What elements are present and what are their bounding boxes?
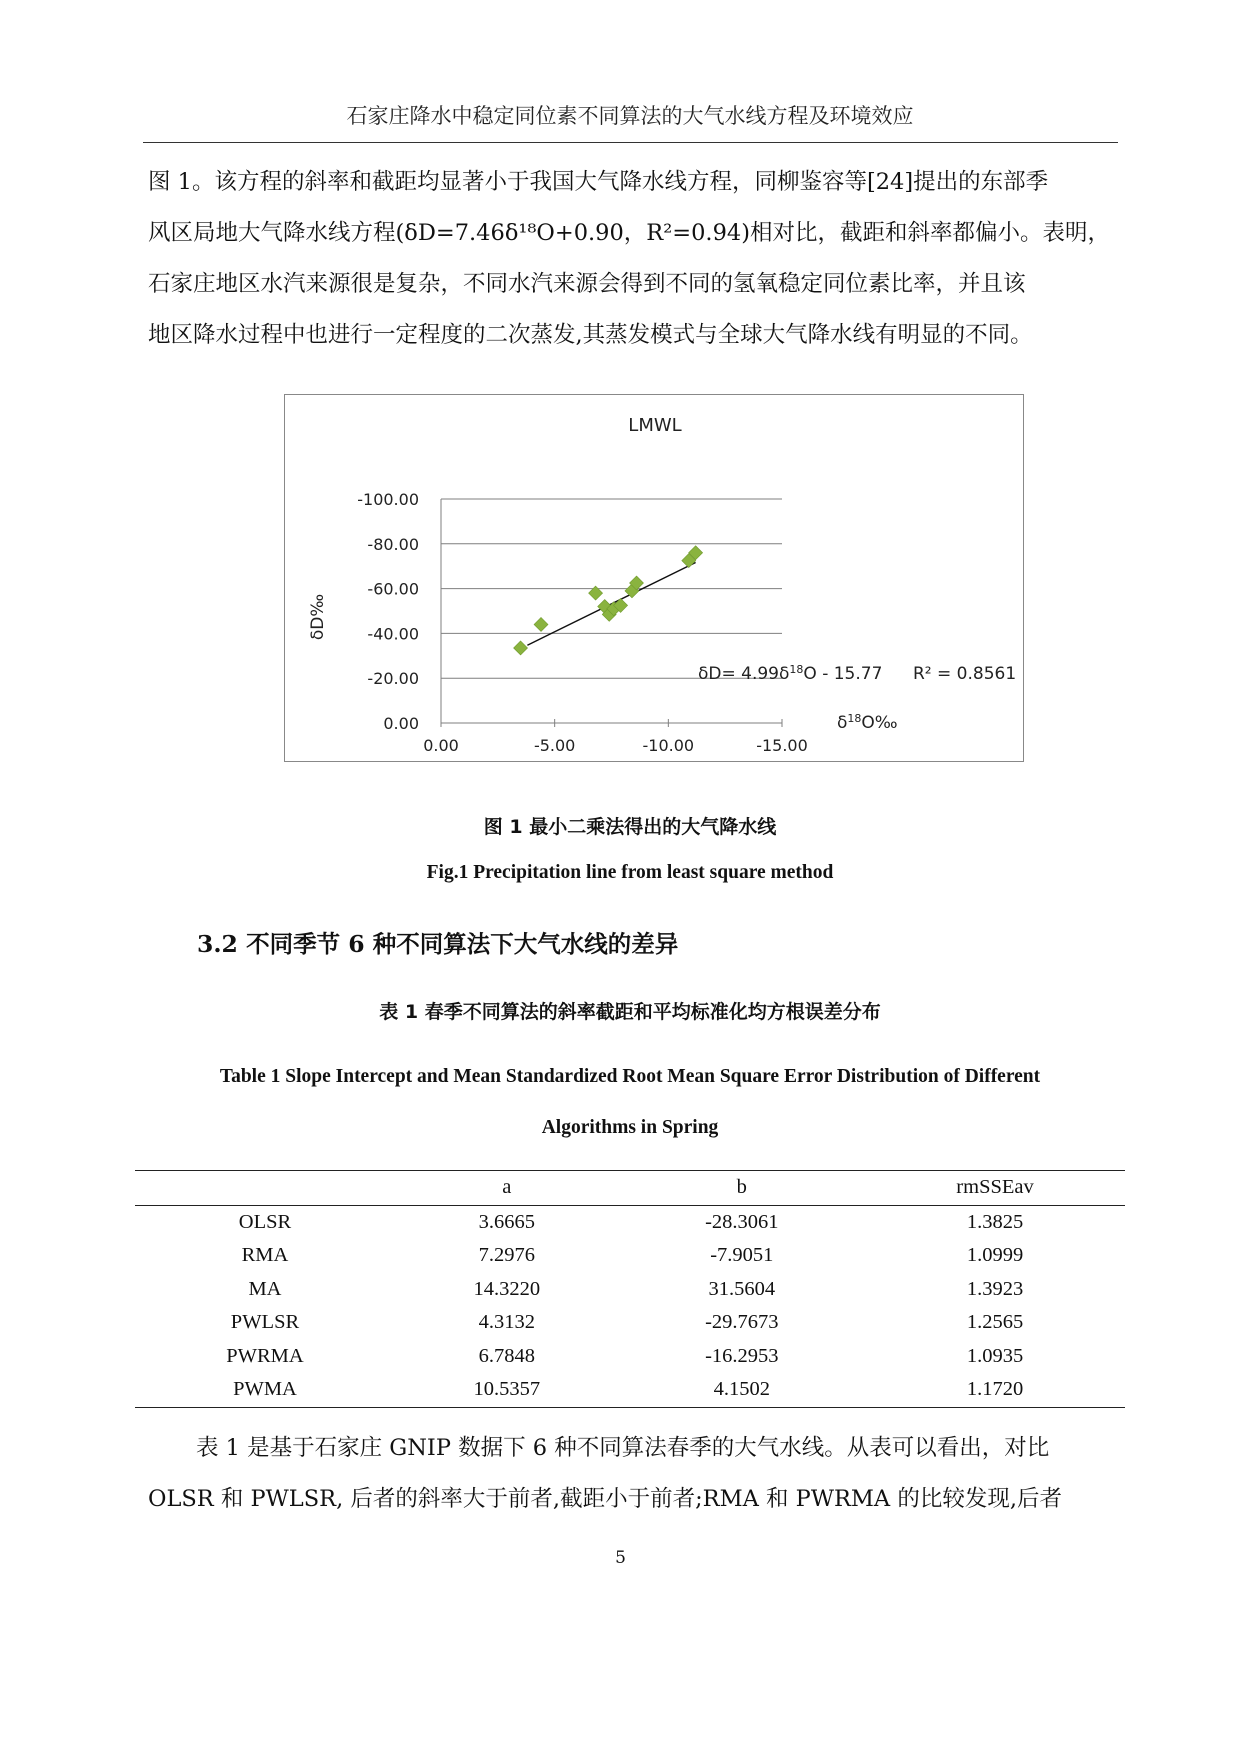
table-row — [135, 1273, 1125, 1307]
table-cell: 10.5357 — [473, 1378, 541, 1401]
paragraph-1-line-3: 石家庄地区水汽来源很是复杂，不同水汽来源会得到不同的氢氧稳定同位素比率，并且该 — [148, 271, 1026, 297]
table-cell: -7.9051 — [710, 1244, 774, 1267]
table-cell: 1.3825 — [966, 1210, 1024, 1233]
paragraph-1 — [148, 157, 1118, 361]
paragraph-2-line-2: OLSR 和 PWLSR, 后者的斜率大于前者,截距小于前者;RMA 和 PWRMA 的比较发现,后者 — [148, 1486, 1062, 1512]
table-row — [135, 1340, 1125, 1374]
data-point — [534, 617, 548, 631]
data-table — [135, 1170, 1125, 1408]
section-heading: 3.2 不同季节 6 种不同算法下大气水线的差异 — [197, 930, 679, 958]
table-cell: -29.7673 — [705, 1311, 779, 1334]
paragraph-1-line-4: 地区降水过程中也进行一定程度的二次蒸发,其蒸发模式与全球大气降水线有明显的不同。 — [148, 322, 1033, 348]
table-row — [135, 1239, 1125, 1273]
header-rule — [143, 142, 1118, 143]
table-header-cell: rmSSEav — [956, 1176, 1034, 1199]
table-header-cell: b — [736, 1176, 747, 1199]
y-tick-label: -80.00 — [367, 534, 419, 554]
table-cell: 4.3132 — [478, 1311, 535, 1334]
y-tick-label: -60.00 — [367, 579, 419, 599]
x-tick-label: -15.00 — [756, 736, 808, 755]
table-cell: RMA — [241, 1244, 289, 1267]
data-point — [514, 641, 528, 655]
table-header-cell — [135, 1171, 395, 1206]
table-cell: OLSR — [238, 1210, 292, 1233]
figure-caption-en: Fig.1 Precipitation line from least square method — [426, 862, 834, 883]
table-cell: PWMA — [233, 1378, 297, 1401]
r2-label: R² = 0.8561 — [913, 664, 1017, 684]
paragraph-1-line-1: 图 1。该方程的斜率和截距均显著小于我国大气降水线方程，同柳鉴容等[24]提出的东部季 — [148, 169, 1049, 195]
table-cell: MA — [248, 1277, 282, 1300]
y-tick-label: -20.00 — [367, 669, 419, 689]
table-cell: 31.5604 — [708, 1277, 776, 1300]
table-header-cell: a — [502, 1176, 512, 1199]
paragraph-2 — [148, 1423, 1118, 1525]
y-tick-label: -40.00 — [367, 624, 419, 644]
running-header: 石家庄降水中稳定同位素不同算法的大气水线方程及环境效应 — [346, 104, 914, 128]
paragraph-1-line-2: 风区局地大气降水线方程(δD=7.46δ¹⁸O+0.90，R²=0.94)相对比，截距和斜率都偏小。表明， — [148, 220, 1110, 246]
table-caption-zh: 表 1 春季不同算法的斜率截距和平均标准化均方根误差分布 — [379, 1001, 881, 1023]
table-cell: 1.0935 — [966, 1344, 1024, 1367]
paragraph-2-line-1: 表 1 是基于石家庄 GNIP 数据下 6 种不同算法春季的大气水线。从表可以看出，对比 — [196, 1435, 1050, 1461]
x-axis-label: $\delta^{18}O‰$ — [837, 712, 898, 733]
table-cell: PWLSR — [230, 1311, 300, 1334]
y-axis-label: δD‰ — [308, 593, 328, 641]
table-cell: -16.2953 — [705, 1344, 779, 1367]
table-cell: 1.3923 — [966, 1277, 1024, 1300]
x-tick-label: 0.00 — [423, 736, 459, 755]
table-caption-en-line-2: Algorithms in Spring — [541, 1117, 719, 1138]
lmwl-chart — [284, 394, 1024, 762]
equation-label: $\delta D= 4.99\delta^{18}O - 15.77$ — [698, 663, 883, 684]
table-cell: 14.3220 — [473, 1277, 541, 1300]
y-tick-label: -100.00 — [357, 490, 419, 509]
table-caption-en-line-1: Table 1 Slope Intercept and Mean Standardized Root Mean Square Error Distribution of Different — [219, 1066, 1041, 1087]
table-row — [135, 1373, 1125, 1407]
table-row — [135, 1306, 1125, 1340]
figure-caption-zh: 图 1 最小二乘法得出的大气降水线 — [483, 816, 777, 838]
chart-title: LMWL — [628, 415, 682, 436]
table-cell: 4.1502 — [713, 1378, 770, 1401]
y-tick-label: 0.00 — [383, 714, 419, 733]
table-cell: 7.2976 — [478, 1244, 535, 1267]
table-cell: 1.1720 — [966, 1378, 1024, 1401]
lmwl-chart-svg — [285, 395, 1025, 763]
table-cell: 1.2565 — [966, 1311, 1024, 1334]
table-row — [135, 1205, 1125, 1239]
x-tick-label: -10.00 — [642, 736, 695, 755]
table-cell: 3.6665 — [478, 1210, 535, 1233]
page-number: 5 — [615, 1548, 626, 1568]
table-cell: PWRMA — [226, 1344, 304, 1367]
x-tick-label: -5.00 — [533, 736, 576, 755]
table-cell: -28.3061 — [705, 1210, 779, 1233]
table-header-row — [135, 1171, 1125, 1206]
table-cell: 1.0999 — [966, 1244, 1024, 1267]
table-cell: 6.7848 — [478, 1344, 535, 1367]
